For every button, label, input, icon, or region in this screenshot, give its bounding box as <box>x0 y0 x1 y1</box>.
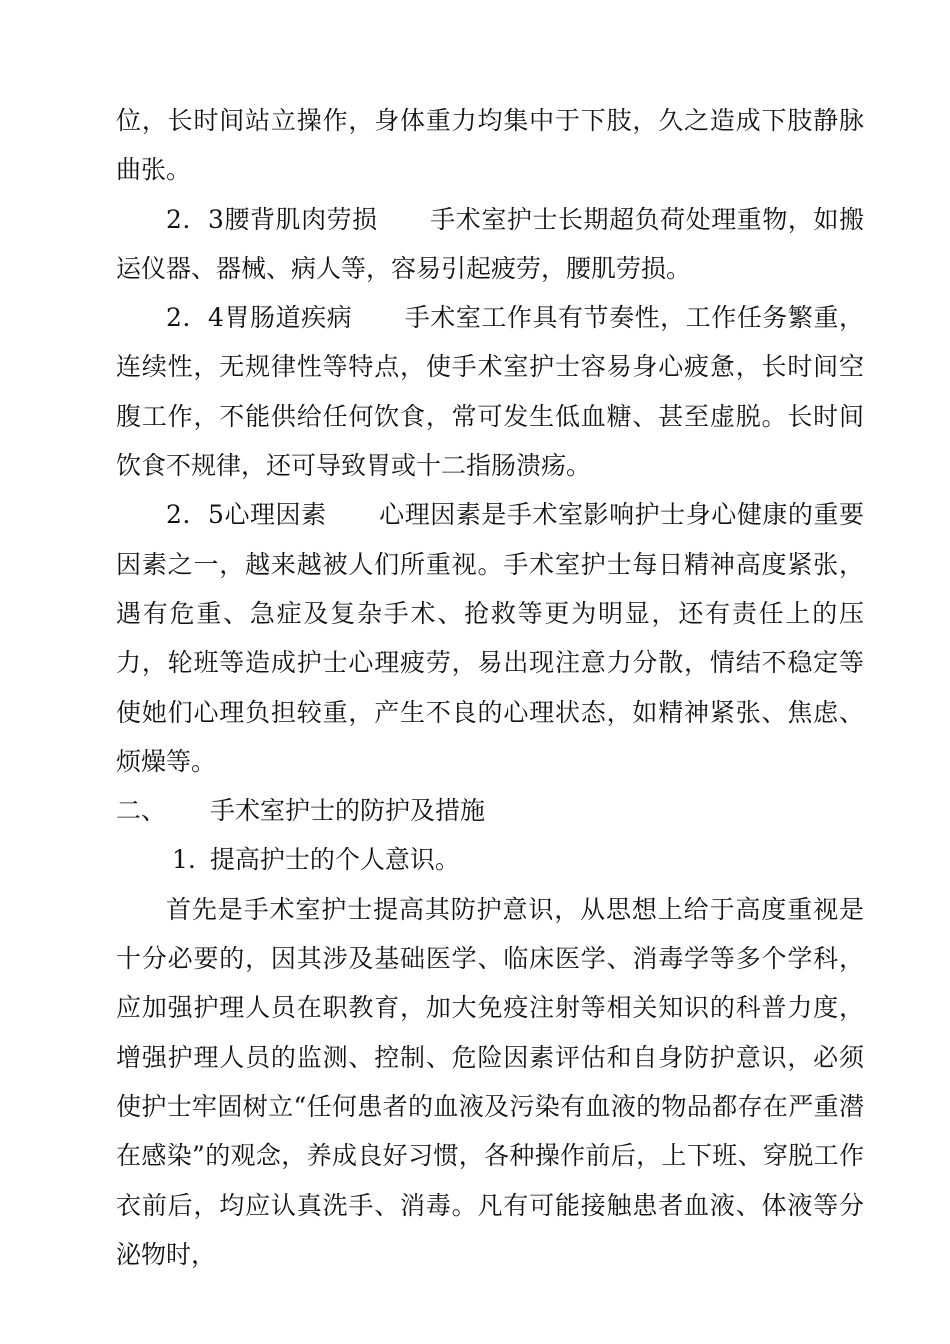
part-two-heading <box>116 786 864 835</box>
part-two-number: 二、 <box>116 796 167 826</box>
closing-paragraph: 首先是手术室护士提高其防护意识，从思想上给于高度重视是十分必要的，因其涉及基础医学、临床医学、消毒学等多个学科，应加强护理人员在职教育，加大免疫注射等相关知识的科普力度，增强护理人员的监测、控制、危险因素评估和自身防护意识，必须使护士牢固树立“任何患者的血液及污染有血液的物品都存在严重潜在感染”的观念，养成良好习惯，各种操作前后，上下班、穿脱工作衣前后，均应认真洗手、消毒。凡有可能接触患者血液、体液等分泌物时， <box>116 894 864 1269</box>
part-two-title: 手术室护士的防护及措施 <box>210 796 486 826</box>
section-body-gastrointestinal: 手术室工作具有节奏性，工作任务繁重，连续性，无规律性等特点，使手术室护士容易身心疲惫，长时间空腹工作，不能供给任何饮食，常可发生低血糖、甚至虚脱。长时间饮食不规律，还可导致胃或十二指肠溃疡。 <box>116 303 865 481</box>
item-one-heading <box>116 835 864 884</box>
document-body <box>116 96 864 1279</box>
section-gastrointestinal <box>116 293 864 490</box>
section-heading-lumbar-strain: 2．3腰背肌肉劳损 <box>166 204 378 234</box>
item-one-number: 1. <box>172 845 196 875</box>
section-body-lumbar-strain: 手术室护士长期超负荷处理重物，如搬运仪器、器械、病人等，容易引起疲劳，腰肌劳损。 <box>116 204 864 283</box>
item-one-title: 提高护士的个人意识。 <box>209 845 460 875</box>
section-psychological <box>116 490 864 786</box>
section-heading-gastrointestinal: 2．4胃肠道疾病 <box>166 303 353 333</box>
continuation-paragraph: 位，长时间站立操作，身体重力均集中于下肢，久之造成下肢静脉曲张。 <box>116 106 864 185</box>
section-lumbar-strain <box>116 195 864 294</box>
section-heading-psychological: 2．5心理因素 <box>166 500 327 530</box>
section-body-psychological: 心理因素是手术室影响护士身心健康的重要因素之一，越来越被人们所重视。手术室护士每日精神高度紧张，遇有危重、急症及复杂手术、抢救等更为明显，还有责任上的压力，轮班等造成护士心理疲劳，易出现注意力分散，情结不稳定等使她们心理负担较重，产生不良的心理状态，如精神紧张、焦虑、烦燥等。 <box>116 500 864 776</box>
